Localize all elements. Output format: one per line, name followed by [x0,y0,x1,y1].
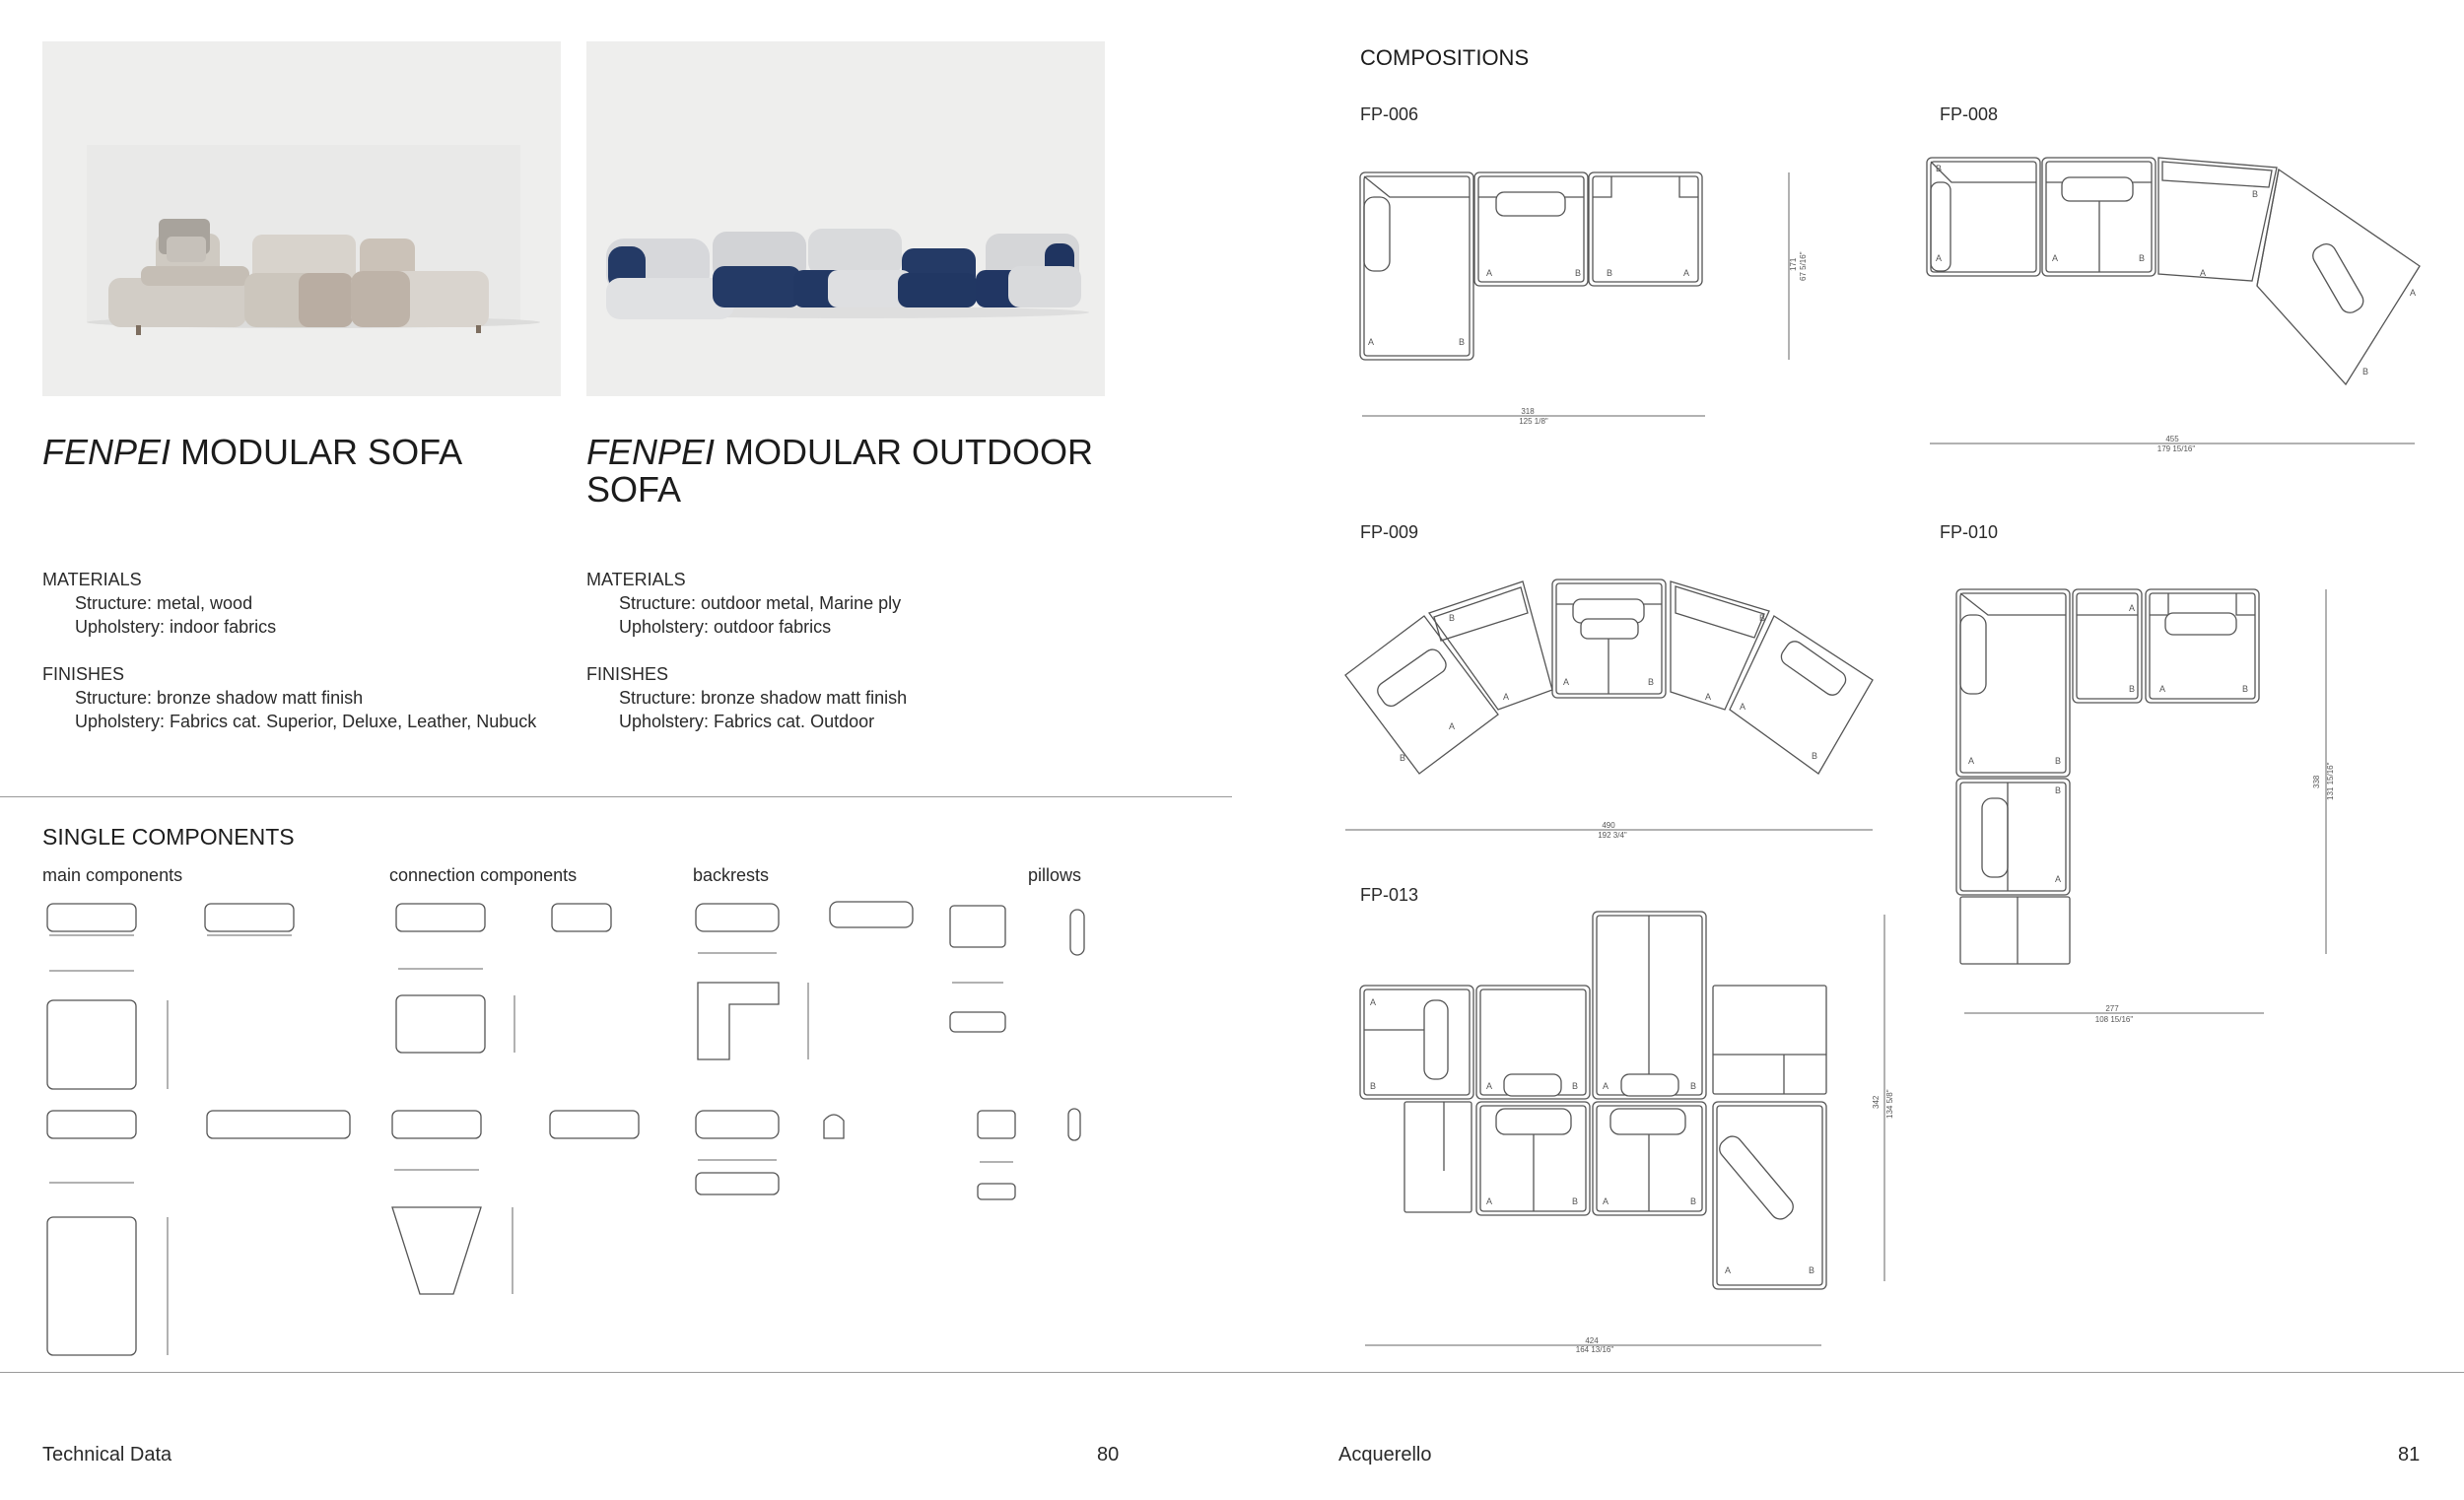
group-label-backrests: backrests [693,865,770,885]
module-letter: B [1607,268,1613,278]
page-number-left: 80 [1097,1444,1120,1466]
composition-plan-fp-008 [1922,148,2434,463]
module-letter: B [2242,684,2249,694]
module-letter: B [2252,189,2259,199]
width-in: 164 13/16" [1575,1345,1614,1354]
materials-line: Upholstery: indoor fabrics [75,617,277,637]
product-title-rest: MODULAR SOFA [171,432,463,472]
width-cm: 490 [1602,821,1615,830]
depth-cm: 171 [1789,257,1798,271]
composition-code: FP-006 [1360,104,1419,124]
pillow-drawing [978,1184,1015,1199]
backrest-drawing [824,1115,844,1138]
module-letter: B [1648,677,1655,687]
product-title-rest: MODULAR OUTDOOR SOFA [586,432,1094,510]
product-title-indoor [42,434,594,471]
pillow-drawing [950,906,1005,947]
module-letter: B [1936,164,1943,173]
backrest-drawing [830,902,913,927]
module-letter: A [2200,268,2207,278]
module-letter: A [1683,268,1690,278]
finishes-line: Upholstery: Fabrics cat. Outdoor [619,712,875,731]
finishes-line: Upholstery: Fabrics cat. Superior, Deluxe, Leather, Nubuck [75,712,537,731]
module-letter: B [2139,253,2146,263]
footer-section-title-left: Technical Data [42,1444,172,1466]
composition-code: FP-010 [1940,522,1999,542]
pillow-drawing [978,1111,1015,1138]
backrest-drawing [696,904,779,931]
module-letter: A [2159,684,2166,694]
module-drawing [47,1111,136,1138]
module-letter: B [2055,785,2062,795]
module-letter: A [1563,677,1570,687]
backrest-drawing [698,983,779,1059]
module-drawing [550,1111,639,1138]
module-letter: A [1503,692,1510,702]
width-in: 192 3/4" [1598,831,1627,840]
composition-code: FP-013 [1360,885,1419,905]
spec-block-outdoor [586,568,1099,733]
module-letter: A [1968,756,1975,766]
module-letter: B [1400,753,1406,763]
module-letter: B [1812,751,1818,761]
single-components-title: SINGLE COMPONENTS [42,824,295,850]
composition-code: FP-008 [1940,104,1999,124]
module-drawing [47,1217,136,1355]
module-letter: B [1575,268,1582,278]
module-letter: B [1572,1196,1579,1206]
backrest-drawing [696,1173,779,1194]
module-letter: A [1449,721,1456,731]
group-label-main: main components [42,865,183,885]
module-letter: A [2052,253,2059,263]
finishes-heading: FINISHES [586,664,669,684]
materials-heading: MATERIALS [586,570,686,589]
composition-plan-fp-009 [1340,572,1892,848]
module-drawing [47,1000,136,1089]
module-letter: A [1725,1265,1732,1275]
width-in: 125 1/8" [1519,417,1548,426]
module-letter: B [1809,1265,1815,1275]
composition-code: FP-009 [1360,522,1419,542]
finishes-heading: FINISHES [42,664,125,684]
module-drawing [396,995,485,1053]
module-letter: B [1572,1081,1579,1091]
depth-in: 134 5/8" [1885,1089,1894,1119]
product-photo-indoor-sofa [42,41,561,396]
compositions-title: COMPOSITIONS [1360,45,1530,70]
single-components-drawings [39,892,1104,1365]
backrest-drawing [696,1111,779,1138]
module-letter: A [1486,268,1493,278]
module-letter: B [1459,337,1466,347]
finishes-line: Structure: bronze shadow matt finish [75,688,364,708]
module-drawing [47,904,136,931]
width-cm: 424 [1585,1336,1599,1345]
module-letter: B [2055,756,2062,766]
indoor-sofa-illustration [42,41,561,396]
module-letter: A [1603,1196,1609,1206]
product-title-italic: FENPEI [586,432,716,472]
section-divider [0,796,1232,797]
depth-cm: 338 [2312,775,2321,788]
module-drawing [207,1111,350,1138]
width-in: 179 15/16" [2156,444,2196,453]
footer-section-title-right: Acquerello [1338,1444,1432,1466]
module-drawing [392,1111,481,1138]
module-letter: A [1705,692,1712,702]
module-letter: B [2362,367,2369,376]
width-cm: 318 [1521,407,1535,416]
product-photo-outdoor-sofa [586,41,1105,396]
module-letter: B [1370,1081,1377,1091]
module-letter: A [2055,874,2062,884]
module-letter: B [1759,613,1766,623]
materials-line: Upholstery: outdoor fabrics [619,617,832,637]
width-cm: 455 [2165,435,2179,443]
materials-line: Structure: metal, wood [75,593,253,613]
group-label-connection: connection components [389,865,578,885]
module-drawing [205,904,294,931]
module-letter: A [1740,702,1746,712]
pillow-drawing [1068,1109,1080,1140]
group-label-pillows: pillows [1028,865,1082,885]
pillow-drawing [950,1012,1005,1032]
module-letter: A [1486,1196,1493,1206]
module-letter: A [1936,253,1943,263]
product-title-italic: FENPEI [42,432,171,472]
depth-cm: 342 [1872,1095,1881,1109]
composition-plan-fp-010 [1947,581,2361,1035]
outdoor-sofa-illustration [586,41,1105,396]
module-letter: B [1690,1196,1697,1206]
depth-in: 67 5/16" [1799,251,1808,281]
materials-heading: MATERIALS [42,570,142,589]
module-letter: A [2129,603,2136,613]
module-letter: A [1603,1081,1609,1091]
module-drawing [396,904,485,931]
product-title-outdoor [586,434,1138,509]
module-letter: B [1690,1081,1697,1091]
composition-plan-fp-006 [1350,158,1814,443]
finishes-line: Structure: bronze shadow matt finish [619,688,908,708]
spec-block-indoor [42,568,555,733]
module-letter: A [1368,337,1375,347]
depth-in: 131 15/16" [2326,762,2335,800]
page-number-right: 81 [2398,1444,2421,1466]
module-letter: A [1370,997,1377,1007]
width-in: 108 15/16" [2094,1015,2134,1024]
module-letter: B [1449,613,1456,623]
pillow-drawing [1070,910,1084,955]
module-letter: B [2129,684,2136,694]
footer-divider [0,1372,2464,1373]
module-letter: A [2410,288,2417,298]
module-letter: A [1486,1081,1493,1091]
module-drawing [552,904,611,931]
module-drawing [392,1207,481,1294]
materials-line: Structure: outdoor metal, Marine ply [619,593,902,613]
composition-plan-fp-013 [1350,907,1912,1360]
width-cm: 277 [2105,1004,2119,1013]
